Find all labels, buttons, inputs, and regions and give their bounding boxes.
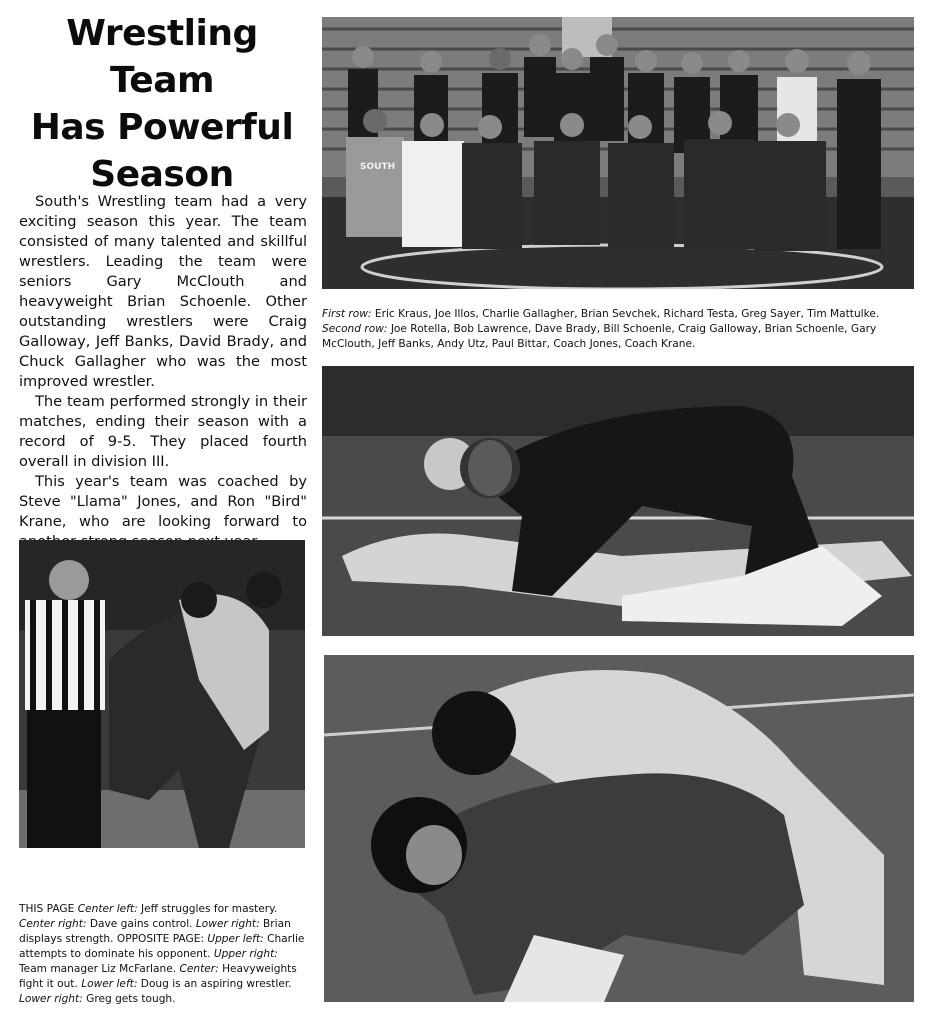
story-paragraph-2: The team performed strongly in their matches, ending their season with a record of 9-5. They placed fourth overall in division III. [19,393,307,470]
upper-right-text: Team manager Liz McFarlane. [19,963,177,975]
upper-left-text: Charlie attempts to dominate his opponent. [19,933,305,960]
team-photo-caption [322,307,914,352]
lower-right-label: Lower right: [195,918,260,930]
article-body [19,192,307,552]
center-right-label: Center right: [19,918,87,930]
opposite-page-label: OPPOSITE PAGE: [116,933,204,945]
lower-left-text: Doug is an aspiring wrestler. [140,978,292,990]
center-text: Heavyweights fight it out. [19,963,297,990]
second-row-names: Joe Rotella, Bob Lawrence, Dave Brady, Bill Schoenle, Craig Galloway, Brian Schoenle, Gary McClouth, Jeff Banks, Andy Utz, Paul Bittar, Coach Jones, Coach Krane. [322,323,877,350]
team-jersey-text: SOUTH [360,162,396,172]
lower-left-label: Lower left: [81,978,138,990]
wrestling-photo-lower-right [324,655,914,1002]
second-row-label: Second row: [322,323,388,335]
center-label: Center: [179,963,219,975]
team-photo [322,17,914,289]
center-right-text: Dave gains control. [89,918,193,930]
page-photo-caption [19,902,307,1007]
wrestling-photo-center [322,366,914,636]
upper-left-label: Upper left: [207,933,264,945]
center-left-text: Jeff struggles for mastery. [141,903,278,915]
lower-right2-label: Lower right: [19,993,83,1005]
center-left-label: Center left: [77,903,138,915]
this-page-label: THIS PAGE [19,903,75,915]
headline-line-2: Has Powerful [30,107,294,148]
lower-right-text: Brian displays strength. [19,918,291,945]
first-row-names: Eric Kraus, Joe Illos, Charlie Gallagher, Brian Sevchek, Richard Testa, Greg Sayer, Tim Mattulke. [374,308,880,320]
story-paragraph-3: This year's team was coached by Steve "Llama" Jones, and Ron "Bird" Krane, who are looking forward to [19,473,307,530]
article-headline [14,10,310,198]
wrestling-photo-lower-left [19,540,305,848]
first-row-label: First row: [322,308,372,320]
headline-line-1: Wrestling Team [66,13,258,101]
story-paragraph-1: South's Wrestling team had a very exciting season this year. The team consisted of many talented and skillful wrestlers. Leading the team were seniors Gary McClouth and heavyweight Brian Schoenle. Other outstanding wrestlers were Craig Galloway, Jeff Banks, David Brady, and Chuck Gallagher who was the most improved wrestler. [19,193,307,390]
headline-line-3: Season [90,154,234,195]
upper-right-label: Upper right: [213,948,278,960]
lower-right2-text: Greg gets tough. [86,993,176,1005]
